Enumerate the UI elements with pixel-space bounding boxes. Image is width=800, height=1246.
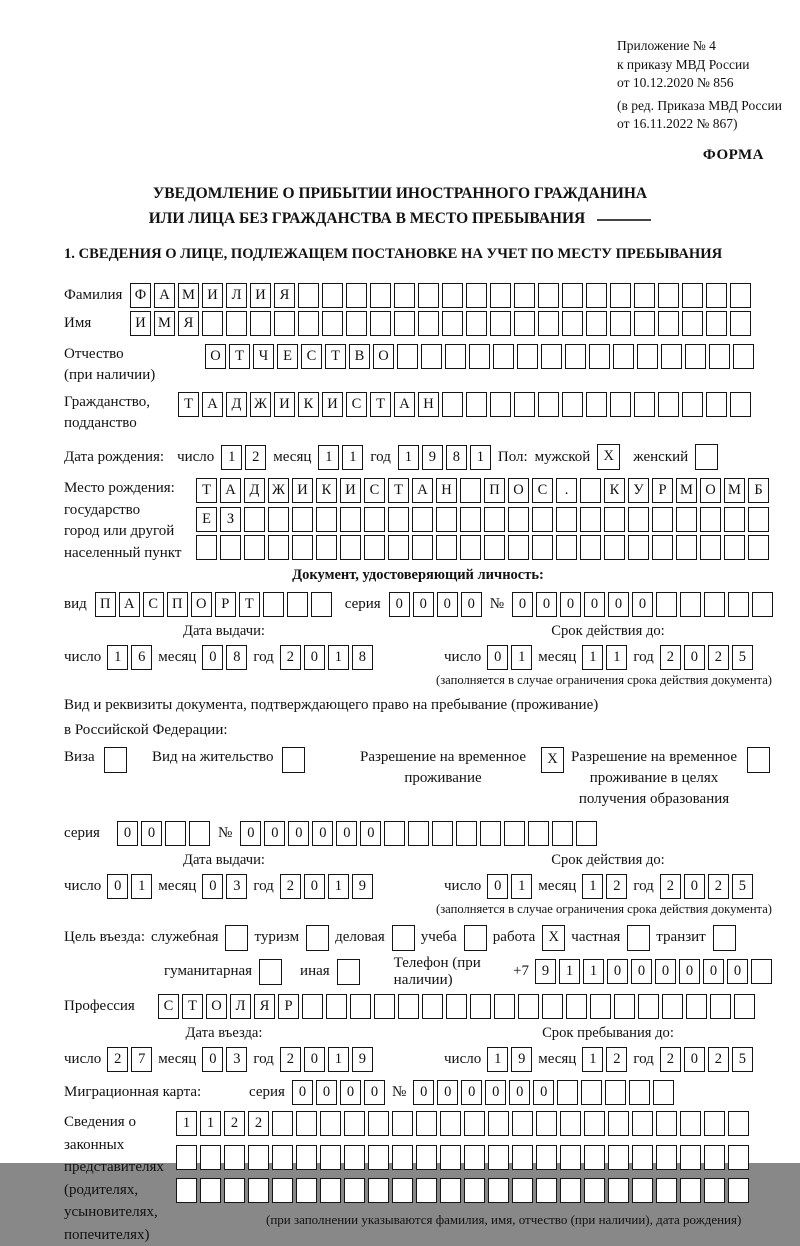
form-title-line1: УВЕДОМЛЕНИЕ О ПРИБЫТИИ ИНОСТРАННОГО ГРАЖДАНИНА: [152, 185, 648, 202]
phone-prefix: +7: [513, 963, 529, 979]
title-blank-underline: [597, 219, 651, 221]
phone-input[interactable]: 9 1 1 0 0 0 0 0 0: [535, 959, 772, 984]
birthdate-day-label: число: [177, 448, 215, 465]
purpose-tourism: туризм: [254, 925, 329, 951]
citizenship-label: Гражданство, подданство: [64, 394, 151, 431]
purpose-study-checkbox[interactable]: [464, 925, 487, 951]
day-label: число: [64, 1051, 102, 1067]
doc-series-input[interactable]: 0 0 0 0: [389, 592, 482, 617]
month-label: месяц: [538, 649, 577, 665]
month-label: месяц: [158, 1051, 197, 1067]
purpose-private: частная: [571, 925, 650, 951]
stay-until-year-input[interactable]: 2 0 2 5: [660, 1047, 753, 1072]
sex-male-label: мужской: [534, 448, 591, 465]
purpose-humanitarian-checkbox[interactable]: [259, 959, 282, 985]
firstname-input[interactable]: И М Я: [130, 311, 751, 336]
phone-label: Телефон (при наличии): [393, 954, 481, 988]
day-label: число: [444, 1051, 482, 1067]
doc-issue-date: [64, 644, 444, 671]
doc-expiry-note: (заполняется в случае ограничения срока действия документа): [436, 673, 772, 687]
entry-day-input[interactable]: 2 7: [107, 1047, 152, 1072]
purpose-tourism-checkbox[interactable]: [306, 925, 329, 951]
migration-series-input[interactable]: 0 0 0 0: [292, 1080, 385, 1105]
purpose-official: служебная: [151, 925, 249, 951]
edu-residence-label: Разрешение на временное проживание в целях получения образования: [571, 749, 737, 807]
birthdate-month-label: месяц: [273, 448, 312, 465]
day-label: число: [444, 878, 482, 894]
doc-expiry-month-input[interactable]: 1 1: [582, 645, 627, 670]
surname-label: Фамилия: [64, 286, 123, 303]
doc-expiry-year-input[interactable]: 2 0 2 5: [660, 645, 753, 670]
residence-expiry-month-input[interactable]: 1 2: [582, 874, 627, 899]
residence-issue-heading: Дата выдачи:: [183, 852, 265, 868]
form-title-line2: ИЛИ ЛИЦА БЕЗ ГРАЖДАНСТВА В МЕСТО ПРЕБЫВАНИЯ: [148, 210, 586, 227]
form-title: [0, 181, 800, 231]
residence-number-label: №: [218, 824, 233, 841]
birthplace-label: Место рождения: государство город или другой населенный пункт: [64, 480, 182, 561]
doc-number-label: №: [489, 595, 504, 612]
residence-expiry-note: (заполняется в случае ограничения срока действия документа): [436, 902, 772, 916]
stay-until-heading: Срок пребывания до:: [542, 1025, 674, 1041]
visa-label: Виза: [64, 749, 95, 765]
surname-row: [64, 281, 772, 310]
doc-issue-year-input[interactable]: 2 0 1 8: [280, 645, 373, 670]
sex-male-checkbox[interactable]: X: [597, 444, 620, 470]
legal-reps-input-row1[interactable]: 1 1 2 2: [176, 1111, 749, 1136]
residence-issue-year-input[interactable]: 2 0 1 9: [280, 874, 373, 899]
migration-number-label: №: [391, 1083, 407, 1100]
legal-reps-input-row2[interactable]: [176, 1145, 749, 1170]
profession-label: Профессия: [64, 997, 135, 1014]
birthplace-block: [64, 478, 772, 564]
purpose-business: деловая: [335, 925, 415, 951]
temp-residence-label: Разрешение на временное проживание: [360, 749, 526, 786]
residence-doc-options: [64, 747, 772, 810]
migration-series-label: серия: [249, 1083, 285, 1100]
ref-line: Приложение № 4: [617, 38, 716, 53]
birthdate-day-input[interactable]: 1 2: [221, 445, 266, 470]
option-temp-residence: [354, 747, 570, 789]
purpose-humanitarian: гуманитарная: [164, 959, 282, 985]
profession-input[interactable]: С Т О Л Я Р: [158, 994, 755, 1019]
ref-line: (в ред. Приказа МВД России: [617, 97, 782, 113]
residence-expiry-day-input[interactable]: 0 1: [487, 874, 532, 899]
month-label: месяц: [538, 1051, 577, 1067]
purpose-private-checkbox[interactable]: [627, 925, 650, 951]
purpose-row1: [64, 923, 772, 952]
entry-month-input[interactable]: 0 3: [202, 1047, 247, 1072]
day-label: число: [444, 649, 482, 665]
identity-doc-dates: [64, 623, 772, 671]
ref-line: от 16.11.2022 № 867): [617, 116, 738, 131]
patronymic-label: Отчество (при наличии): [64, 346, 156, 383]
purpose-transit: транзит: [656, 925, 735, 951]
firstname-row: [64, 310, 772, 339]
birthdate-row: [64, 442, 772, 472]
birthdate-year-label: год: [370, 448, 391, 465]
birthplace-input-row2[interactable]: Е З: [196, 507, 769, 532]
sex-female-label: женский: [633, 448, 689, 465]
residence-doc-dates: [64, 852, 772, 900]
legal-reps-note: (при заполнении указываются фамилия, имя, отчество (при наличии), дата рождения): [266, 1211, 742, 1227]
entry-date: [64, 1046, 444, 1073]
sex-female-checkbox[interactable]: [695, 444, 718, 470]
edu-residence-checkbox[interactable]: [747, 747, 770, 773]
doc-number-input[interactable]: 0 0 0 0 0 0: [512, 592, 773, 617]
patronymic-row: [64, 344, 772, 386]
entry-date-heading: Дата въезда:: [185, 1025, 263, 1041]
profession-row: [64, 991, 772, 1021]
ref-line: от 10.12.2020 № 856: [617, 75, 734, 90]
doc-type-label: вид: [64, 595, 87, 612]
purpose-transit-checkbox[interactable]: [713, 925, 736, 951]
year-label: год: [253, 878, 274, 894]
residence-series-label: серия: [64, 824, 100, 841]
purpose-row2: [64, 954, 772, 988]
month-label: месяц: [158, 649, 197, 665]
year-label: год: [253, 1051, 274, 1067]
day-label: число: [64, 878, 102, 894]
residence-series-input[interactable]: 0 0: [117, 821, 210, 846]
purpose-other: иная: [300, 959, 360, 985]
doc-series-label: серия: [344, 595, 381, 612]
purpose-study: учеба: [421, 925, 487, 951]
purpose-business-checkbox[interactable]: [392, 925, 415, 951]
residence-expiry-date: [444, 873, 772, 900]
migration-card-label: Миграционная карта:: [64, 1083, 202, 1100]
purpose-official-checkbox[interactable]: [225, 925, 248, 951]
residence-expiry-heading: Срок действия до:: [551, 852, 665, 868]
option-edu-residence: [570, 747, 772, 810]
purpose-label: Цель въезда:: [64, 929, 145, 945]
residence-doc-series-row: [64, 818, 772, 848]
residence-expiry-year-input[interactable]: 2 0 2 5: [660, 874, 753, 899]
form-body: [64, 281, 772, 1246]
year-label: год: [253, 649, 274, 665]
doc-type-input[interactable]: П А С П О Р Т: [95, 592, 332, 617]
ref-line: к приказу МВД России: [617, 56, 750, 72]
patronymic-input[interactable]: О Т Ч Е С Т В О: [205, 344, 754, 369]
legal-reps-input-row3[interactable]: [176, 1178, 749, 1203]
doc-issue-heading: Дата выдачи:: [183, 623, 265, 639]
section1-heading: 1. СВЕДЕНИЯ О ЛИЦЕ, ПОДЛЕЖАЩЕМ ПОСТАНОВКЕ НА УЧЕТ ПО МЕСТУ ПРЕБЫВАНИЯ: [64, 246, 723, 262]
residence-permit-label: Вид на жительство: [152, 749, 274, 765]
option-residence-permit: [152, 747, 354, 773]
stay-until-day-input[interactable]: 1 9: [487, 1047, 532, 1072]
birthplace-rows: [196, 478, 769, 564]
residence-number-input[interactable]: 0 0 0 0 0 0: [240, 821, 597, 846]
sex-label: Пол:: [497, 448, 528, 465]
forma-label: ФОРМА: [702, 147, 764, 163]
residence-issue-month-input[interactable]: 0 3: [202, 874, 247, 899]
legal-reps-label: Сведения о законных представителях (родителях, усыновителях, попечителях): [64, 1114, 164, 1243]
citizenship-row: [64, 392, 772, 434]
doc-expiry-day-input[interactable]: 0 1: [487, 645, 532, 670]
birthplace-input-row1[interactable]: Т А Д Ж И К И С Т А Н П О С . К У Р М О М Б: [196, 478, 769, 503]
doc-issue-month-input[interactable]: 0 8: [202, 645, 247, 670]
residence-doc-intro: Вид и реквизиты документа, подтверждающего право на пребывание (проживание) в Российской Федерации:: [64, 697, 599, 738]
birthdate-label: Дата рождения:: [64, 448, 165, 465]
year-label: год: [633, 649, 654, 665]
temp-residence-checkbox[interactable]: X: [541, 747, 564, 773]
citizenship-input[interactable]: Т А Д Ж И К И С Т А Н: [178, 392, 751, 417]
entry-year-input[interactable]: 2 0 1 9: [280, 1047, 373, 1072]
option-visa: [64, 747, 152, 773]
doc-expiry-date: [444, 644, 772, 671]
month-label: месяц: [538, 878, 577, 894]
legal-reps-rows: [176, 1111, 749, 1246]
identity-doc-row: [64, 589, 772, 619]
visa-checkbox[interactable]: [104, 747, 127, 773]
stay-until-month-input[interactable]: 1 2: [582, 1047, 627, 1072]
purpose-other-checkbox[interactable]: [337, 959, 360, 985]
legal-reps-block: [64, 1111, 772, 1246]
surname-input[interactable]: Ф А М И Л И Я: [130, 283, 751, 308]
year-label: год: [633, 878, 654, 894]
header-reference: [617, 37, 782, 134]
residence-permit-checkbox[interactable]: [282, 747, 305, 773]
migration-number-input[interactable]: 0 0 0 0 0 0: [413, 1080, 674, 1105]
firstname-label: Имя: [64, 315, 92, 332]
residence-issue-date: [64, 873, 444, 900]
birthdate-month-input[interactable]: 1 1: [318, 445, 363, 470]
doc-issue-day-input[interactable]: 1 6: [107, 645, 152, 670]
migration-card-row: [64, 1077, 772, 1107]
identity-doc-heading: Документ, удостоверяющий личность:: [292, 567, 544, 583]
doc-expiry-heading: Срок действия до:: [551, 623, 665, 639]
day-label: число: [64, 649, 102, 665]
stay-dates: [64, 1025, 772, 1073]
birthdate-year-input[interactable]: 1 9 8 1: [398, 445, 491, 470]
stay-until-date: [444, 1046, 772, 1073]
birthplace-input-row3[interactable]: [196, 535, 769, 560]
year-label: год: [633, 1051, 654, 1067]
purpose-work: работа X: [493, 925, 566, 951]
month-label: месяц: [158, 878, 197, 894]
residence-issue-day-input[interactable]: 0 1: [107, 874, 152, 899]
purpose-work-checkbox[interactable]: X: [542, 925, 565, 951]
